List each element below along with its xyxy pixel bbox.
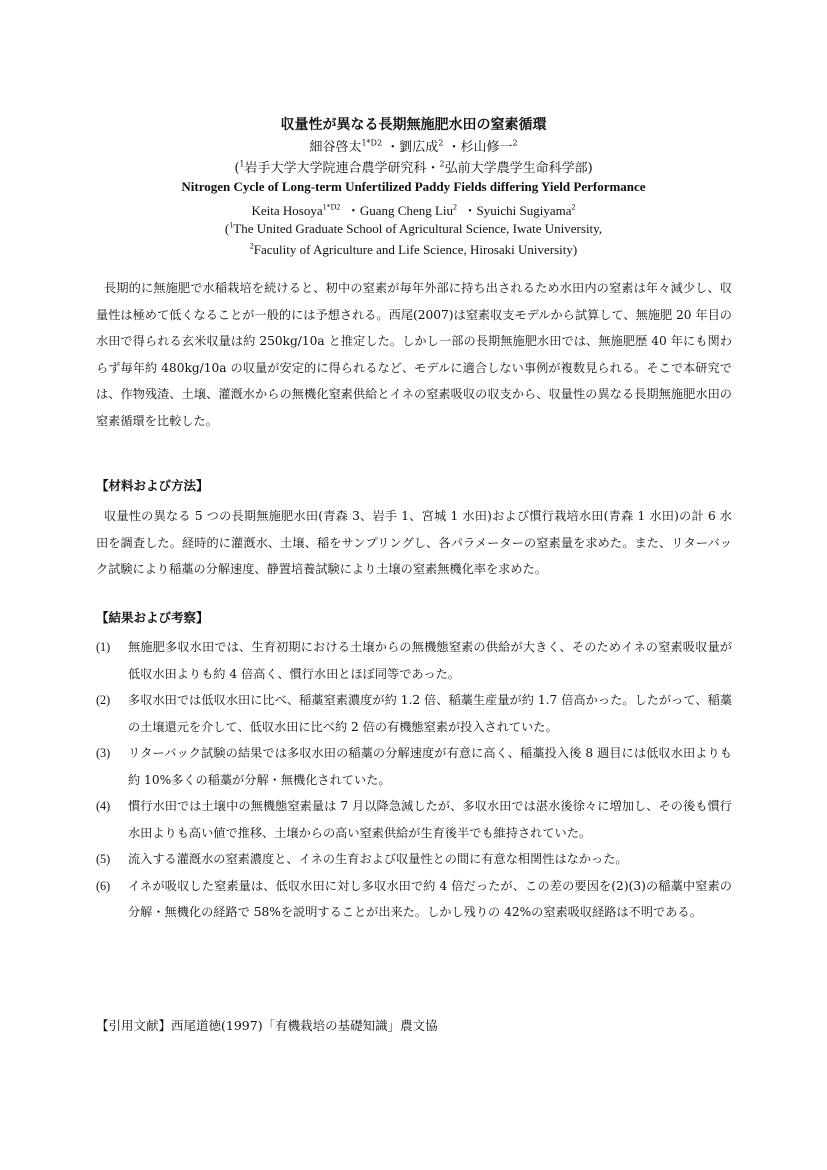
- reference-citation: 【引用文献】西尾道徳(1997)「有機栽培の基礎知識」農文協: [96, 1018, 438, 1033]
- authors-japanese: [0, 136, 827, 155]
- affiliation-mark: 1: [239, 159, 245, 169]
- introduction-paragraph: 長期的に無施肥で水稲栽培を続けると、籾中の窒素が毎年外部に持ち出されるため水田内の窒素は年々減少し、収量性は極めて低くなることが一般的には予想される。西尾(2007)は窒素収支モデルから試算して、無施肥 20 年目の水田で得られる玄米収量は約 250kg/10a と推定した。しかし一部の長期無施肥水田では、無施肥歴 40 年にも関わらず毎年約 480kg/10a の収量が安定的に得られるなど、モデルに適合しない事例が複数見られる。そこで本研究では、作物残渣、土壌、灌漑水からの無機化窒素供給とイネの窒素吸収の収支から、収量性の異なる長期無施肥水田の窒素循環を比較した。: [96, 281, 732, 428]
- results-heading: 【結果および考察】: [96, 610, 209, 625]
- author-affiliation-mark: 2: [571, 202, 576, 212]
- item-number: (1): [96, 640, 111, 654]
- list-item: [96, 793, 732, 846]
- affiliation-mark: 2: [249, 241, 254, 251]
- list-item: [96, 846, 732, 873]
- affiliation-mark: 2: [439, 159, 445, 169]
- author-affiliation-mark: 1*D2: [322, 202, 341, 212]
- title-english: Nitrogen Cycle of Long-term Unfertilized Paddy Fields differing Yield Performance: [181, 179, 646, 194]
- author-name: Keita Hosoya: [251, 203, 323, 218]
- affiliation-text: 岩手大学大学院連合農学研究科・: [244, 161, 440, 176]
- list-item: [96, 740, 732, 793]
- affiliation-paren: (: [224, 221, 230, 236]
- item-text: イネが吸収した窒素量は、低収水田に対し多収水田で約 4 倍だったが、この差の要因を(2)(3)の稲藁中窒素の分解・無機化の経路で 58%を説明することが出来た。しかし残りの 42%の窒素吸収経路は不明である。: [128, 878, 732, 919]
- affiliation-text: The United Graduate School of Agricultural Science, Iwate University,: [233, 221, 603, 236]
- list-item: [96, 634, 732, 687]
- item-text: 無施肥多収水田では、生育初期における土壌からの無機態窒素の供給が大きく、そのためイネの窒素吸収量が低収水田よりも約 4 倍高く、慣行水田とほぼ同等であった。: [128, 640, 732, 681]
- item-number: (6): [96, 878, 111, 893]
- results-list: [96, 634, 732, 926]
- author-affiliation-mark: 2: [512, 138, 518, 148]
- list-item: [96, 873, 732, 926]
- affiliation-english-line2: [0, 242, 827, 258]
- item-number: (4): [96, 799, 111, 813]
- affiliation-text: 弘前大学農学生命科学部): [444, 161, 593, 176]
- item-number: (2): [96, 693, 111, 707]
- author-name: ・劉広成: [386, 140, 439, 155]
- item-text: 慣行水田では土壌中の無機態窒素量は 7 月以降急減したが、多収水田では湛水後徐々に増加し、その後も慣行水田よりも高い値で推移、土壌からの高い窒素供給が生育後半でも維持されていた。: [128, 799, 732, 840]
- author-name: ・Guang Cheng Liu: [346, 203, 454, 218]
- author-affiliation-mark: 1*D2: [361, 138, 383, 148]
- methods-heading: 【材料および方法】: [96, 478, 209, 493]
- affiliation-english-line1: [0, 221, 827, 237]
- author-affiliation-mark: 2: [438, 138, 444, 148]
- author-name: ・Syuichi Sugiyama: [463, 203, 572, 218]
- item-text: リターバック試験の結果では多収水田の稲藁の分解速度が有意に高く、稲藁投入後 8 週目には低収水田よりも約 10%多くの稲藁が分解・無機化されていた。: [128, 746, 732, 787]
- list-item: [96, 687, 732, 740]
- author-name: ・杉山修一: [447, 140, 513, 155]
- item-number: (3): [96, 746, 111, 760]
- methods-paragraph: 収量性の異なる 5 つの長期無施肥水田(青森 3、岩手 1、宮城 1 水田)および慣行栽培水田(青森 1 水田)の計 6 水田を調査した。経時的に灌漑水、土壌、稲をサンプリングし、各パラメーターの窒素量を求めた。また、リターバック試験により稲藁の分解速度、静置培養試験により土壌の窒素無機化率を求めた。: [96, 509, 732, 576]
- author-name: 細谷啓太: [309, 140, 362, 155]
- title-japanese: 収量性が異なる長期無施肥水田の窒素循環: [280, 117, 547, 133]
- affiliation-mark: 1: [229, 220, 234, 230]
- affiliation-paren: (: [234, 161, 240, 176]
- author-affiliation-mark: 2: [453, 202, 458, 212]
- item-text: 多収水田では低収水田に比べ、稲藁窒素濃度が約 1.2 倍、稲藁生産量が約 1.7 倍高かった。したがって、稲藁の土壌還元を介して、低収水田に比べ約 2 倍の有機態窒素が投入されていた。: [128, 693, 732, 734]
- authors-english: [0, 200, 827, 219]
- item-number: (5): [96, 852, 111, 866]
- item-text: 流入する灌漑水の窒素濃度と、イネの生育および収量性との間に有意な相関性はなかった。: [128, 852, 628, 866]
- affiliation-japanese: [0, 157, 827, 176]
- affiliation-text: Faculity of Agriculture and Life Science, Hirosaki University): [253, 242, 578, 257]
